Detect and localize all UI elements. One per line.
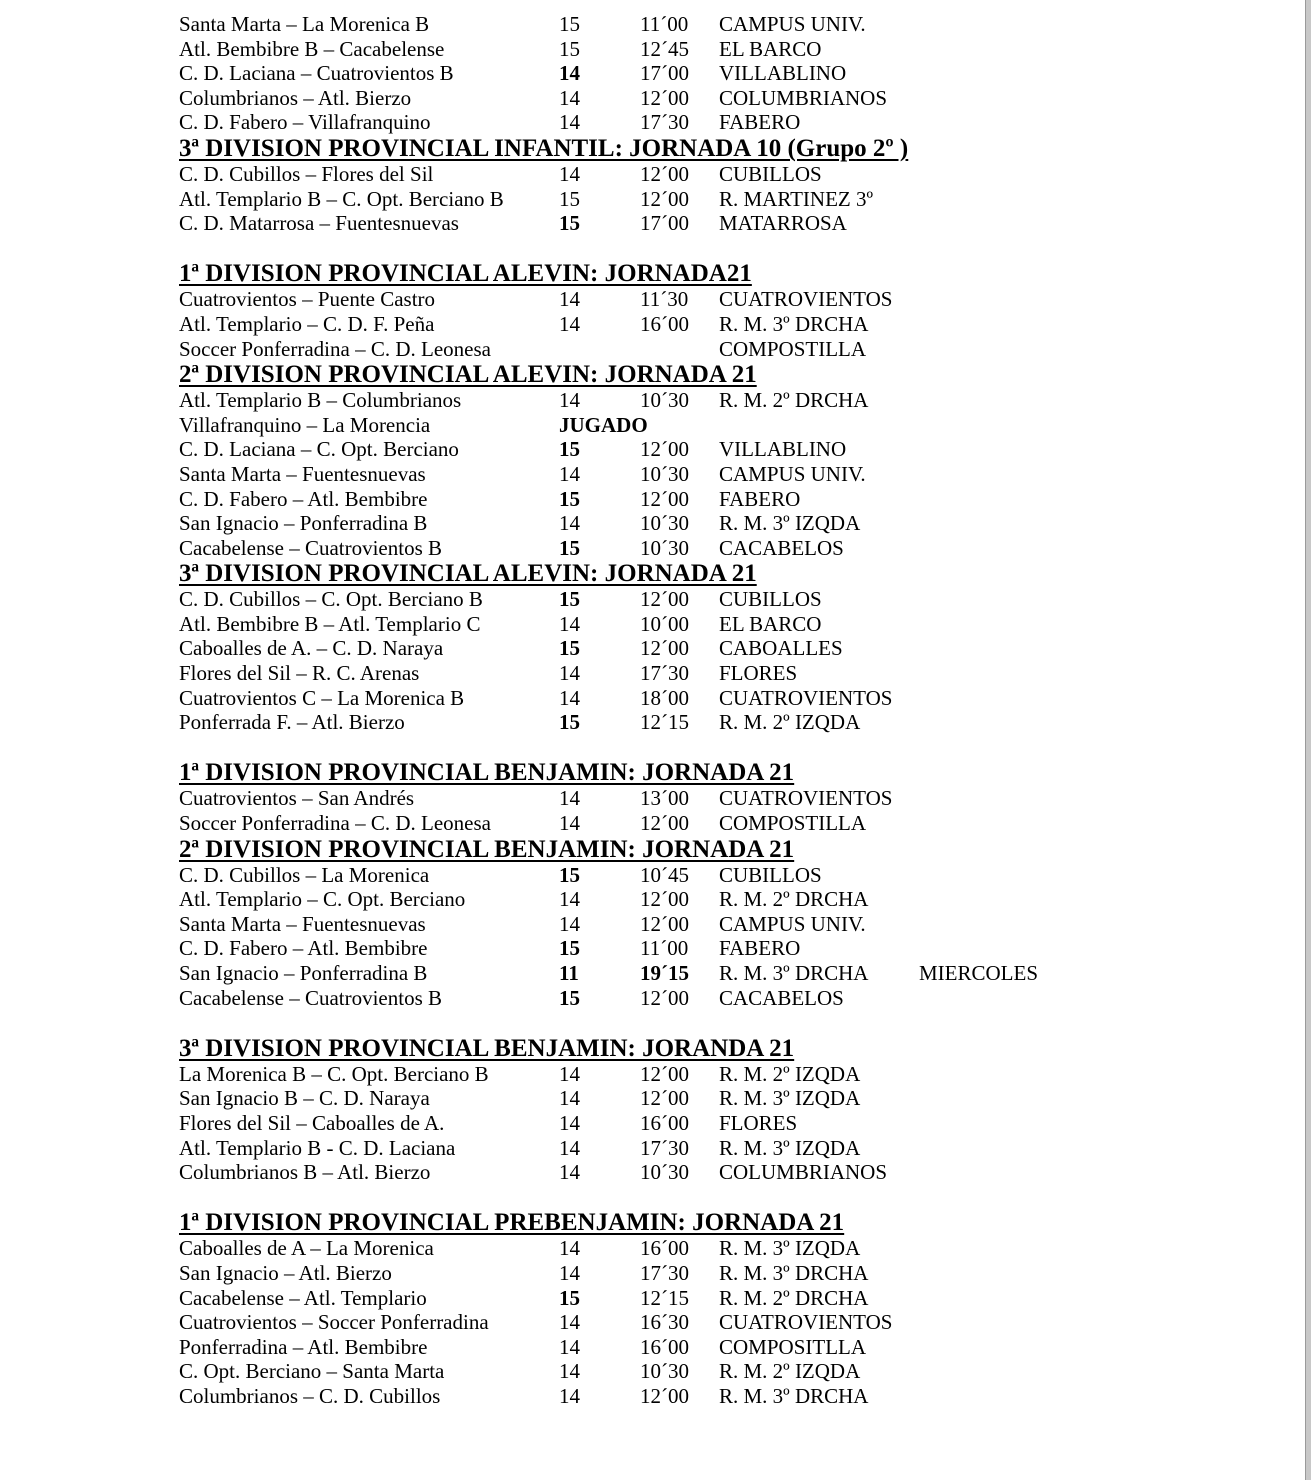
- match-teams: Soccer Ponferradina – C. D. Leonesa: [179, 811, 491, 836]
- match-time: 18´00: [640, 685, 689, 710]
- match-venue: COLUMBRIANOS: [719, 1160, 888, 1185]
- match-teams: C. D. Cubillos – Flores del Sil: [179, 161, 434, 186]
- match-time: 12´15: [640, 710, 689, 735]
- match-time: 10´30: [640, 388, 689, 413]
- match-teams: C. D. Laciana – C. Opt. Berciano: [179, 437, 459, 462]
- match-time: 10´45: [640, 862, 689, 887]
- match-note: MIERCOLES: [919, 961, 1039, 985]
- match-venue: R. M. 2º DRCHA: [719, 1285, 869, 1310]
- match-venue: CUATROVIENTOS: [719, 287, 893, 312]
- match-row: [179, 110, 1289, 135]
- match-day: 14: [559, 811, 580, 836]
- match-teams: Cuatrovientos C – La Morenica B: [179, 685, 465, 710]
- match-venue: R. M. 3º IZQDA: [719, 1086, 861, 1111]
- match-row: [179, 1136, 1289, 1161]
- match-row: [179, 187, 1289, 212]
- match-teams: C. D. Fabero – Villafranquino: [179, 110, 431, 135]
- schedule-section: [179, 12, 1289, 135]
- match-teams: Cacabelense – Cuatrovientos B: [179, 985, 443, 1010]
- match-teams: Villafranquino – La Morencia: [179, 412, 431, 437]
- match-day: 15: [559, 36, 580, 61]
- match-day: 14: [559, 786, 580, 811]
- match-day: 15: [559, 936, 580, 961]
- match-row: [179, 86, 1289, 111]
- match-venue: FABERO: [719, 486, 801, 511]
- match-time: 12´45: [640, 36, 689, 61]
- match-venue: FABERO: [719, 110, 801, 135]
- match-teams: Cuatrovientos – San Andrés: [179, 786, 415, 811]
- match-row: [179, 661, 1289, 686]
- match-time: 12´00: [640, 1086, 689, 1111]
- match-time: 12´00: [640, 161, 689, 186]
- match-time: 17´30: [640, 1260, 689, 1285]
- match-row: [179, 936, 1289, 961]
- match-teams: Atl. Bembibre B – Cacabelense: [179, 36, 445, 61]
- match-teams: Columbrianos – Atl. Bierzo: [179, 85, 412, 110]
- match-teams: Ponferrada F. – Atl. Bierzo: [179, 710, 405, 735]
- match-day: 14: [559, 1359, 580, 1384]
- match-venue: R. M. 3º DRCHA: [719, 1260, 869, 1285]
- match-day: 14: [559, 887, 580, 912]
- match-row: [179, 37, 1289, 62]
- match-row: [179, 686, 1289, 711]
- match-time: 12´00: [640, 811, 689, 836]
- section-heading: 2ª DIVISION PROVINCIAL BENJAMIN: JORNADA 21: [179, 835, 795, 863]
- match-venue: CUBILLOS: [719, 862, 822, 887]
- match-row: [179, 986, 1289, 1011]
- match-day: 14: [559, 685, 580, 710]
- match-teams: Santa Marta – Fuentesnuevas: [179, 461, 426, 486]
- match-teams: Atl. Templario – C. D. F. Peña: [179, 311, 435, 336]
- schedule-section: [179, 836, 1289, 1035]
- section-spacer: [179, 1010, 1289, 1035]
- match-venue: CAMPUS UNIV.: [719, 12, 866, 36]
- match-time: 16´00: [640, 311, 689, 336]
- match-teams: Atl. Bembibre B – Atl. Templario C: [179, 611, 481, 636]
- match-venue: R. M. 3º IZQDA: [719, 511, 861, 536]
- match-day: 14: [559, 1135, 580, 1160]
- match-row: [179, 337, 1289, 362]
- match-day: 14: [559, 1160, 580, 1185]
- schedule-section: [179, 135, 1289, 260]
- match-teams: C. D. Laciana – Cuatrovientos B: [179, 61, 454, 86]
- match-row: [179, 811, 1289, 836]
- match-day: 14: [559, 110, 580, 135]
- section-heading: 2ª DIVISION PROVINCIAL ALEVIN: JORNADA 21: [179, 361, 757, 389]
- match-row: [179, 961, 1289, 986]
- schedule-section: [179, 260, 1289, 361]
- match-day: 14: [559, 85, 580, 110]
- section-heading: 1ª DIVISION PROVINCIAL ALEVIN: JORNADA21: [179, 260, 752, 288]
- match-day: 14: [559, 611, 580, 636]
- match-row: [179, 1160, 1289, 1185]
- match-time: 12´00: [640, 911, 689, 936]
- match-teams: Columbrianos – C. D. Cubillos: [179, 1383, 441, 1408]
- match-teams: Santa Marta – Fuentesnuevas: [179, 911, 426, 936]
- match-time: 12´00: [640, 985, 689, 1010]
- match-day: 14: [559, 511, 580, 536]
- match-teams: C. Opt. Berciano – Santa Marta: [179, 1359, 445, 1384]
- section-heading: 3ª DIVISION PROVINCIAL BENJAMIN: JORANDA 21: [179, 1034, 795, 1062]
- match-day: 15: [559, 1285, 580, 1310]
- match-venue: R. M. 2º IZQDA: [719, 1061, 861, 1086]
- match-row: [179, 1310, 1289, 1335]
- match-time: 19´15: [640, 961, 689, 985]
- match-teams: Flores del Sil – Caboalles de A.: [179, 1110, 445, 1135]
- match-venue: COLUMBRIANOS: [719, 85, 888, 110]
- match-venue: CAMPUS UNIV.: [719, 911, 866, 936]
- match-row: [179, 1286, 1289, 1311]
- match-venue: R. M. 3º IZQDA: [719, 1236, 861, 1261]
- section-heading: 1ª DIVISION PROVINCIAL PREBENJAMIN: JORNADA 21: [179, 1209, 845, 1237]
- match-time: 12´00: [640, 437, 689, 462]
- match-venue: CUATROVIENTOS: [719, 786, 893, 811]
- match-day: 14: [559, 287, 580, 312]
- match-venue: VILLABLINO: [719, 437, 847, 462]
- match-venue: R. M. 2º IZQDA: [719, 1359, 861, 1384]
- match-time: 17´30: [640, 110, 689, 135]
- match-day: 14: [559, 461, 580, 486]
- match-teams: C. D. Cubillos – C. Opt. Berciano B: [179, 587, 483, 612]
- match-row: [179, 12, 1289, 37]
- match-row: [179, 437, 1289, 462]
- match-venue: EL BARCO: [719, 36, 822, 61]
- section-heading: 3ª DIVISION PROVINCIAL INFANTIL: JORNADA 10 (Grupo 2º ): [179, 134, 909, 162]
- match-row: [179, 462, 1289, 487]
- match-time: 10´00: [640, 611, 689, 636]
- match-day: 14: [559, 1260, 580, 1285]
- match-row: [179, 863, 1289, 888]
- match-teams: San Ignacio – Atl. Bierzo: [179, 1260, 392, 1285]
- match-venue: CUBILLOS: [719, 161, 822, 186]
- match-row: [179, 511, 1289, 536]
- section-heading: 3ª DIVISION PROVINCIAL ALEVIN: JORNADA 21: [179, 560, 757, 588]
- match-row: [179, 587, 1289, 612]
- match-row: [179, 536, 1289, 561]
- match-time: 13´00: [640, 786, 689, 811]
- match-time: 12´00: [640, 1383, 689, 1408]
- match-teams: Cacabelense – Atl. Templario: [179, 1285, 427, 1310]
- match-time: 17´30: [640, 1135, 689, 1160]
- match-row: [179, 912, 1289, 937]
- match-time: 12´00: [640, 1061, 689, 1086]
- match-day: 15: [559, 437, 580, 462]
- match-venue: CUBILLOS: [719, 587, 822, 612]
- match-day: 14: [559, 1061, 580, 1086]
- match-day: 15: [559, 710, 580, 735]
- match-time: 16´00: [640, 1236, 689, 1261]
- match-time: 16´30: [640, 1310, 689, 1335]
- match-time: 10´30: [640, 1359, 689, 1384]
- schedule-section: [179, 1035, 1289, 1210]
- match-time: 17´00: [640, 61, 689, 86]
- match-row: [179, 312, 1289, 337]
- schedule-section: [179, 1209, 1289, 1408]
- match-venue: R. MARTINEZ 3º: [719, 186, 873, 211]
- section-spacer: [179, 1185, 1289, 1210]
- match-time: 16´00: [640, 1334, 689, 1359]
- match-venue: R. M. 2º DRCHA: [719, 887, 869, 912]
- match-time: 12´00: [640, 186, 689, 211]
- match-time: 10´30: [640, 535, 689, 560]
- match-venue: CACABELOS: [719, 535, 844, 560]
- match-row: [179, 786, 1289, 811]
- schedule-document: [179, 12, 1289, 1409]
- match-venue: R. M. 3º IZQDA: [719, 1135, 861, 1160]
- match-day: 15: [559, 587, 580, 612]
- match-teams: San Ignacio – Ponferradina B: [179, 961, 428, 985]
- match-row: [179, 1062, 1289, 1087]
- match-teams: Ponferradina – Atl. Bembibre: [179, 1334, 428, 1359]
- match-teams: Columbrianos B – Atl. Bierzo: [179, 1160, 431, 1185]
- match-row: [179, 388, 1289, 413]
- match-day: 14: [559, 311, 580, 336]
- match-venue: R. M. 2º DRCHA: [719, 388, 869, 413]
- match-venue: CUATROVIENTOS: [719, 685, 893, 710]
- match-venue: R. M. 2º IZQDA: [719, 710, 861, 735]
- match-time: 12´00: [640, 636, 689, 661]
- match-day: 15: [559, 862, 580, 887]
- match-venue: CABOALLES: [719, 636, 843, 661]
- match-row: [179, 1261, 1289, 1286]
- match-day: 14: [559, 911, 580, 936]
- match-row: [179, 1236, 1289, 1261]
- match-row: [179, 162, 1289, 187]
- match-venue: R. M. 3º DRCHA: [719, 961, 869, 985]
- match-time: 10´30: [640, 511, 689, 536]
- match-row: [179, 1359, 1289, 1384]
- schedule-section: [179, 361, 1289, 560]
- match-day: 14: [559, 1383, 580, 1408]
- match-venue: EL BARCO: [719, 611, 822, 636]
- match-teams: Atl. Templario B - C. D. Laciana: [179, 1135, 456, 1160]
- match-venue: CACABELOS: [719, 985, 844, 1010]
- match-row: [179, 887, 1289, 912]
- match-teams: C. D. Fabero – Atl. Bembibre: [179, 486, 428, 511]
- match-row: [179, 487, 1289, 512]
- match-teams: Cacabelense – Cuatrovientos B: [179, 535, 443, 560]
- match-teams: Soccer Ponferradina – C. D. Leonesa: [179, 336, 491, 361]
- match-row: [179, 1384, 1289, 1409]
- match-venue: R. M. 3º DRCHA: [719, 1383, 869, 1408]
- match-day: 15: [559, 636, 580, 661]
- match-day: 14: [559, 61, 580, 86]
- schedule-section: [179, 759, 1289, 835]
- match-time: 12´00: [640, 85, 689, 110]
- match-teams: Cuatrovientos – Soccer Ponferradina: [179, 1310, 489, 1335]
- page-edge-scrollbar: [1305, 0, 1311, 1480]
- match-teams: Atl. Templario B – C. Opt. Berciano B: [179, 186, 504, 211]
- match-venue: MATARROSA: [719, 211, 847, 236]
- match-venue: FABERO: [719, 936, 801, 961]
- match-day: 15: [559, 486, 580, 511]
- match-teams: C. D. Fabero – Atl. Bembibre: [179, 936, 428, 961]
- match-row: [179, 1111, 1289, 1136]
- section-spacer: [179, 735, 1289, 760]
- match-day: 14: [559, 388, 580, 413]
- match-row: [179, 636, 1289, 661]
- match-time: 11´00: [640, 12, 689, 36]
- match-teams: Caboalles de A – La Morenica: [179, 1236, 434, 1261]
- section-heading: 1ª DIVISION PROVINCIAL BENJAMIN: JORNADA 21: [179, 759, 795, 787]
- match-time: 10´30: [640, 461, 689, 486]
- match-venue: FLORES: [719, 661, 798, 686]
- match-venue: COMPOSITLLA: [719, 1334, 867, 1359]
- match-teams: Santa Marta – La Morenica B: [179, 12, 430, 36]
- match-teams: Flores del Sil – R. C. Arenas: [179, 661, 420, 686]
- match-day: 15: [559, 211, 580, 236]
- match-row: [179, 710, 1289, 735]
- match-venue: CUATROVIENTOS: [719, 1310, 893, 1335]
- match-day: 14: [559, 1110, 580, 1135]
- section-spacer: [179, 236, 1289, 261]
- match-day: 15: [559, 985, 580, 1010]
- match-venue: FLORES: [719, 1110, 798, 1135]
- match-teams: San Ignacio B – C. D. Naraya: [179, 1086, 430, 1111]
- match-day: 14: [559, 661, 580, 686]
- match-teams: C. D. Cubillos – La Morenica: [179, 862, 430, 887]
- match-teams: Cuatrovientos – Puente Castro: [179, 287, 436, 312]
- match-time: 17´30: [640, 661, 689, 686]
- match-day: 14: [559, 1334, 580, 1359]
- match-time: 12´00: [640, 587, 689, 612]
- match-time: 16´00: [640, 1110, 689, 1135]
- match-day: 15: [559, 12, 580, 36]
- match-day: 14: [559, 1236, 580, 1261]
- match-teams: Caboalles de A. – C. D. Naraya: [179, 636, 444, 661]
- match-venue: CAMPUS UNIV.: [719, 461, 866, 486]
- match-time: 12´00: [640, 486, 689, 511]
- match-teams: Atl. Templario – C. Opt. Berciano: [179, 887, 466, 912]
- match-teams: C. D. Matarrosa – Fuentesnuevas: [179, 211, 459, 236]
- match-venue: R. M. 3º DRCHA: [719, 311, 869, 336]
- match-row: [179, 211, 1289, 236]
- match-row: [179, 287, 1289, 312]
- match-venue: COMPOSTILLA: [719, 336, 867, 361]
- match-row: [179, 61, 1289, 86]
- match-day: JUGADO: [559, 412, 648, 437]
- match-time: 12´15: [640, 1285, 689, 1310]
- schedule-section: [179, 560, 1289, 759]
- match-day: 14: [559, 161, 580, 186]
- match-day: 15: [559, 535, 580, 560]
- match-time: 10´30: [640, 1160, 689, 1185]
- match-teams: San Ignacio – Ponferradina B: [179, 511, 428, 536]
- match-row: [179, 612, 1289, 637]
- match-row: [179, 1086, 1289, 1111]
- match-teams: La Morenica B – C. Opt. Berciano B: [179, 1061, 489, 1086]
- match-row: [179, 413, 1289, 438]
- match-venue: VILLABLINO: [719, 61, 847, 86]
- match-time: 11´30: [640, 287, 689, 312]
- match-day: 14: [559, 1310, 580, 1335]
- match-day: 14: [559, 1086, 580, 1111]
- match-row: [179, 1335, 1289, 1360]
- match-venue: COMPOSTILLA: [719, 811, 867, 836]
- match-teams: Atl. Templario B – Columbrianos: [179, 388, 462, 413]
- match-time: 12´00: [640, 887, 689, 912]
- match-time: 17´00: [640, 211, 689, 236]
- match-day: 11: [559, 961, 579, 985]
- match-day: 15: [559, 186, 580, 211]
- match-time: 11´00: [640, 936, 689, 961]
